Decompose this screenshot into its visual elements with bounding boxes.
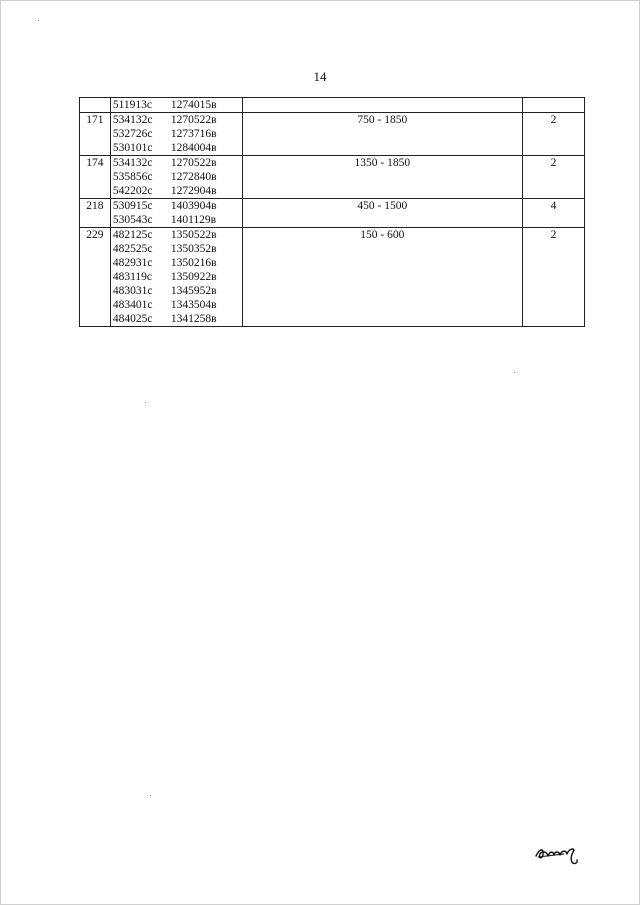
- count-cell: 2: [523, 113, 585, 156]
- code-v: 1341258в: [170, 313, 217, 325]
- code-pair: [113, 141, 240, 155]
- code-pair: [113, 156, 240, 170]
- count-cell: 4: [523, 199, 585, 228]
- code-v: 1270522в: [170, 157, 217, 169]
- code-pair: [113, 199, 240, 213]
- scan-speck: [145, 402, 146, 403]
- code-c: 532726c: [112, 128, 153, 140]
- code-v: 1272840в: [170, 171, 217, 183]
- table-row: [80, 156, 585, 199]
- scan-speck: [514, 372, 515, 373]
- code-c: 483401c: [112, 299, 153, 311]
- codes-cell: [110, 156, 242, 199]
- code-pair: [113, 242, 240, 256]
- code-c: 511913c: [112, 99, 152, 111]
- code-c: 530915c: [112, 200, 153, 212]
- codes-cell: [110, 228, 242, 327]
- code-pair: [113, 213, 240, 227]
- row-number-cell: 218: [80, 199, 111, 228]
- code-c: 482125c: [112, 229, 153, 241]
- code-v: 1284004в: [170, 142, 217, 154]
- code-c: 530543c: [112, 214, 153, 226]
- code-pair: [113, 127, 240, 141]
- code-c: 482525c: [112, 243, 153, 255]
- row-number-cell: 174: [80, 156, 111, 199]
- signature-mark: [534, 838, 582, 866]
- code-pair: [113, 98, 240, 112]
- table-body: [80, 98, 585, 327]
- code-v: 1273716в: [170, 128, 217, 140]
- table-row: [80, 98, 585, 113]
- row-number-cell: [80, 98, 111, 113]
- code-v: 1403904в: [170, 200, 217, 212]
- code-c: 530101c: [112, 142, 153, 154]
- code-c: 484025c: [112, 313, 153, 325]
- code-v: 1350522в: [170, 229, 217, 241]
- count-cell: [523, 98, 585, 113]
- code-pair: [113, 228, 240, 242]
- code-v: 1350922в: [170, 271, 217, 283]
- row-number-cell: 171: [80, 113, 111, 156]
- code-c: 535856c: [112, 171, 153, 183]
- range-cell: 450 - 1500: [242, 199, 522, 228]
- codes-cell: [110, 199, 242, 228]
- code-v: 1345952в: [170, 285, 217, 297]
- code-pair: [113, 312, 240, 326]
- code-c: 542202c: [112, 185, 153, 197]
- code-v: 1350352в: [170, 243, 217, 255]
- code-c: 483119c: [112, 271, 152, 283]
- code-c: 482931c: [112, 257, 153, 269]
- codes-cell: [110, 98, 242, 113]
- count-cell: 2: [523, 156, 585, 199]
- code-pair: [113, 298, 240, 312]
- codes-cell: [110, 113, 242, 156]
- code-v: 1270522в: [170, 114, 217, 126]
- code-c: 483031c: [112, 285, 153, 297]
- scan-speck: [150, 795, 151, 796]
- row-number-cell: 229: [80, 228, 111, 327]
- code-c: 534132c: [112, 157, 153, 169]
- coordinates-table: [79, 97, 585, 327]
- code-pair: [113, 284, 240, 298]
- code-v: 1343504в: [170, 299, 217, 311]
- table-row: [80, 199, 585, 228]
- code-v: 1272904в: [170, 185, 217, 197]
- range-cell: 750 - 1850: [242, 113, 522, 156]
- code-c: 534132c: [112, 114, 153, 126]
- count-cell: 2: [523, 228, 585, 327]
- range-cell: 150 - 600: [242, 228, 522, 327]
- table-row: [80, 113, 585, 156]
- code-pair: [113, 270, 240, 284]
- table-row: [80, 228, 585, 327]
- scan-speck: [38, 20, 39, 21]
- code-pair: [113, 113, 240, 127]
- code-pair: [113, 170, 240, 184]
- range-cell: [242, 98, 522, 113]
- code-v: 1350216в: [170, 257, 217, 269]
- page-number: 14: [313, 69, 327, 84]
- code-pair: [113, 256, 240, 270]
- code-v: 1274015в: [170, 99, 217, 111]
- code-pair: [113, 184, 240, 198]
- range-cell: 1350 - 1850: [242, 156, 522, 199]
- code-v: 1401129в: [170, 214, 217, 226]
